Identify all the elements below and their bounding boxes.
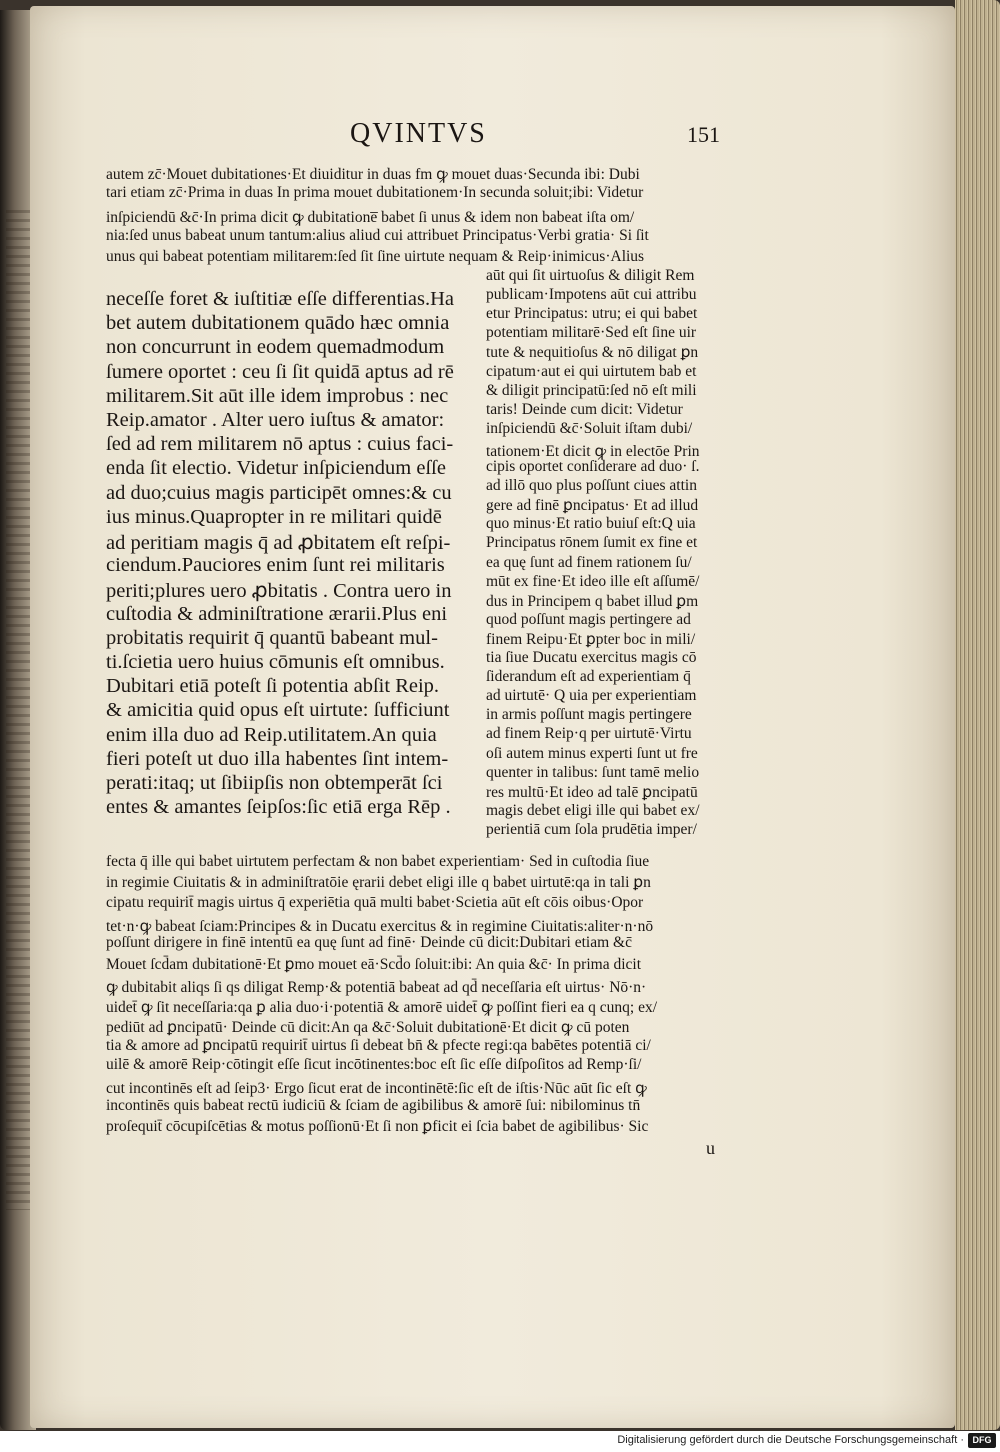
commentary-line: autem zc̄·Mouet dubitationes·Et diuiditur in duas fm ꝙ mouet duas·Secunda ibi: Dubi [106,166,640,183]
book-page-edges [955,0,1000,1430]
commentary-line: uidet̄ ꝙ ſit neceſſaria:qa ꝑ alia duo·i·potentiā & amorē uidet̄ ꝙ poſſint fieri ea q cunq; ex/ [106,999,658,1017]
side-column-line: tationem·Et dicit ꝙ in electōe Prin [486,442,700,460]
side-column-line: Principatus rōnem ſumit ex fine et [486,534,698,552]
side-column-line: tia ſiue Ducatu exercitus magis cō [486,649,697,666]
main-text-line: ciendum.Pauciores enim ſunt rei militaris [106,554,445,577]
side-column-line: potentiam militarē·Sed eſt ſine uir [486,324,697,342]
dfg-logo: DFG [968,1433,996,1448]
main-text-line: non concurrunt in eodem quemadmodum [106,336,445,359]
commentary-line: incontinēs quis babeat rectū iudiciū & ſciam de agibilibus & amorē ſui: nibilominus tn̄ [106,1096,641,1114]
main-text-line: neceſſe foret & iuſtitiæ eſſe differentias.Ha [106,288,454,310]
side-column-line: inſpiciendū &c̄·Soluit iſtam dubi/ [486,419,693,437]
commentary-line: Mouet ſcd̄am dubitationē·Et ꝑmo mouet eā·Scd̄o ſoluit:ibi: An quia &c̄· In prima dicit [106,955,642,973]
side-column-line: res multū·Et ideo ad talē ꝑncipatū [486,783,698,801]
signature-mark: u [706,1138,715,1158]
side-column-line: oſi autem minus experti ſunt ut fre [486,744,698,762]
commentary-line: nia:ſed unus babeat unum tantum:alius aliud cui attribuet Principatus·Verbi gratia· Si ſit [106,226,649,244]
side-column-line: etur Principatus: utru; ei qui babet [486,305,698,323]
main-text-line: Reip.amator . Alter uero iuſtus & amator: [106,409,445,431]
running-head: QVINTVS [350,118,487,149]
side-column-line: ad finem Reip·q per uirtutē·Virtu [486,725,692,743]
commentary-line: pediūt ad ꝑncipatū· Deinde cū dicit:An qa &c̄·Soluit dubitationē·Et dicit ꝙ cū poten [106,1019,630,1037]
side-column-line: magis debet eligi ille qui babet ex/ [486,801,700,819]
side-column-line: cipis oportet conſiderare ad duo· ſ. [486,458,700,475]
main-text-line: ſed ad rem militarem nō aptus : cuius faci- [106,433,454,456]
side-column-line: cipatum·aut ei qui uirtutem bab et [486,362,697,380]
footer-bar [0,1431,1000,1452]
main-text-line: ti.ſcietia uero huius cōmunis eſt omnibus. [106,651,445,673]
side-column-line: ſiderandum eſt ad experientiam q̄ [486,668,691,686]
side-column-line: mūt ex fine·Et ideo ille eſt aſſumē/ [486,572,700,590]
side-column-line: aūt qui ſit uirtuoſus & diligit Rem [486,267,695,284]
side-column-line: tute & nequitioſus & nō diligat ꝑn [486,344,699,362]
main-text-line: fieri poteſt ut duo illa habentes ſint intem- [106,747,449,770]
commentary-line: tia & amore ad ꝑncipatū requirit̄ uirtus ſi debeat bn̄ & pfecte regi:qa babētes potentiā ci/ [106,1036,651,1054]
side-column-line: in armis poſſunt magis pertingere [486,706,692,724]
main-text-line: cuſtodia & adminiſtratione ærarii.Plus eni [106,602,448,625]
commentary-line: ꝙ dubitabit aliqs ſi qs diligat Remp·& potentiā babeat ad qd̄ neceſſaria eſt uirtus· Nō·n· [106,978,647,996]
main-text-line: probitatis requirit q̄ quantū babeant mul- [106,626,438,649]
main-text-line: ſumere oportet : ceu ſi ſit quidā aptus ad rē [106,360,454,383]
main-text-line: ad duo;cuius magis participēt omnes:& cu [106,481,452,504]
side-column-line: perientiā cum ſola prudētia imper/ [486,820,697,838]
main-text-line: enim illa duo ad Reip.utilitatem.An quia [106,723,437,746]
commentary-line: uilē & amorē Reip·cōtingit eſſe ſicut incōtinentes:boc eſt ſic eſſe diſpoſitos ad Remp·ſi/ [106,1056,642,1073]
commentary-line: fecta q̄ ille qui babet uirtutem perfectam & non babet experientiam· Sed in cuſtodia ſiue [106,853,650,870]
side-column-line: dus in Principem q babet illud ꝑm [486,592,699,610]
commentary-line: unus qui babeat potentiam militarem:ſed ſit ſine uirtute nequam & Reip·inimicus·Alius [106,248,645,266]
commentary-line: inſpiciendū &c̄·In prima dicit ꝙ dubitatione̅ babet ſi unus & idem non babeat iſta om/ [106,209,635,227]
main-text-line: ius minus.Quapropter in re militari quidē [106,505,442,528]
side-column-line: finem Reipu·Et ꝑpter boc in mili/ [486,630,696,648]
side-column-line: quenter in talibus: ſunt tamē melio [486,763,700,781]
main-text-line: enda ſit electio. Videtur inſpiciendum eſſe [106,457,446,480]
footer-credit: Digitalisierung gefördert durch die Deutsche Forschungsgemeinschaft · [617,1434,964,1446]
main-text-line: ad peritiam magis q̄ ad ꝓbitatem eſt reſpi- [106,532,451,554]
main-text-line: militarem.Sit aūt ille idem improbus : nec [106,384,449,407]
commentary-line: in regimie Ciuitatis & in adminiſtratōie ęrarii debet eligi ille q babet uirtutē:qa in tali ꝑn [106,874,651,892]
side-column-line: quod poſſunt magis pertingere ad [486,610,691,628]
main-text-line: Dubitari etiā poteſt ſi potentia abſit Reip. [106,675,440,698]
main-text-line: entes & amantes ſeipſos:ſic etiā erga Rēp . [106,796,451,819]
main-text-line: bet autem dubitationem quādo hæc omnia [106,312,450,335]
commentary-line: cut incontinēs eſt ad ſeip3· Ergo ſicut erat de incontinētē:ſic eſt de iſtis·Nūc aūt ſic eſt ꝙ [106,1080,647,1098]
page-number: 151 [687,122,720,147]
side-column-line: ea quę ſunt ad finem rationem ſu/ [486,553,692,571]
side-column-line: taris! Deinde cum dicit: Videtur [486,400,683,418]
commentary-line: tet·n·ꝙ babeat ſciam:Principes & in Ducatu exercitus & in regimine Ciuitatis:aliter·n·nō [106,917,654,935]
main-text-line: & amicitia quid opus eſt uirtute: ſufficiunt [106,699,450,722]
main-text-line: periti;plures uero ꝓbitatis . Contra uero in [106,580,452,603]
main-text-line: perati:itaq; ut ſibiipſis non obtemperāt ſci [106,772,443,794]
side-column-line: gere ad finē ꝑncipatus· Et ad illud [486,497,699,515]
side-column-line: quo minus·Et ratio buiuſ eſt:Q uia [486,515,696,533]
commentary-line: cipatu requirit̄ magis uirtus q̄ experiētia quā multi babet·Scietia aūt eſt cōis oibus·Opor [106,893,644,911]
commentary-line: tari etiam zc̄·Prima in duas In prima mouet dubitationem·In secunda soluit;ibi: Videtur [106,183,644,201]
side-column-line: publicam·Impotens aūt cui attribu [486,286,697,304]
side-column-line: ad illō quo plus poſſunt ciues attin [486,477,697,495]
commentary-line: proſequit̄ cōcupiſcētias & motus poſſionū·Et ſi non ꝑficit ei ſcia babet de agibilibus· Sic [106,1117,649,1135]
commentary-line: poſſunt dirigere in finē intentū ea quę ſunt ad finē· Deinde cū dicit:Dubitari etiam &c̄ [106,934,632,952]
side-column-line: ad uirtutē· Q uia per experientiam [486,687,697,705]
side-column-line: & diligit principatū:ſed nō eſt mili [486,381,697,399]
